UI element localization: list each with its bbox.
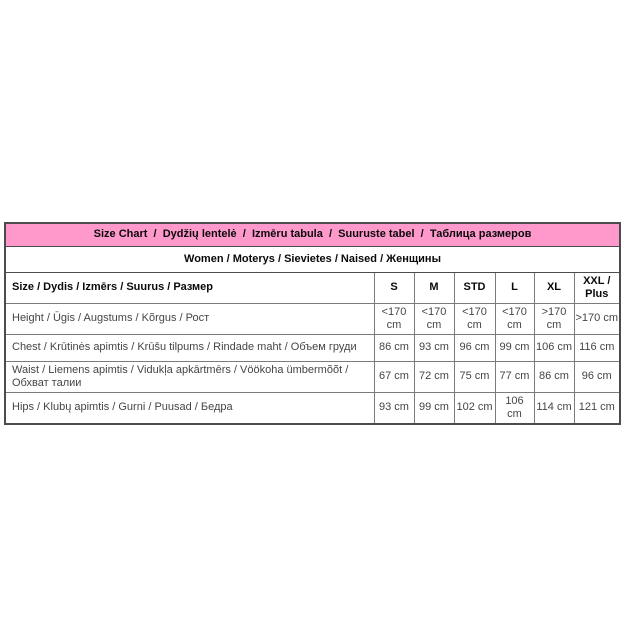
column-header-m: M	[414, 272, 454, 303]
waist-value-xxl: 96 cm	[574, 361, 620, 392]
hips-value-xxl: 121 cm	[574, 392, 620, 424]
column-header-row	[5, 272, 620, 303]
chest-value-xxl: 116 cm	[574, 334, 620, 361]
chest-value-xl: 106 cm	[534, 334, 574, 361]
hips-value-m: 99 cm	[414, 392, 454, 424]
waist-value-l: 77 cm	[495, 361, 534, 392]
chest-value-l: 99 cm	[495, 334, 534, 361]
column-header-xl: XL	[534, 272, 574, 303]
height-value-xxl: >170 cm	[574, 303, 620, 334]
table-row-waist	[5, 361, 620, 392]
table-row-hips	[5, 392, 620, 424]
row-label-waist: Waist / Liemens apimtis / Vidukļa apkārtmērs / Vöökoha ümbermõõt / Обхват талии	[5, 361, 374, 392]
hips-value-s: 93 cm	[374, 392, 414, 424]
column-header-size-label: Size / Dydis / Izmērs / Suurus / Размер	[5, 272, 374, 303]
height-value-std: <170 cm	[454, 303, 495, 334]
row-label-height: Height / Ūgis / Augstums / Kõrgus / Рост	[5, 303, 374, 334]
chest-value-m: 93 cm	[414, 334, 454, 361]
size-chart-title: Size Chart / Dydžių lentelė / Izmēru tabula / Suuruste tabel / Таблица размеров	[5, 223, 620, 246]
column-header-l: L	[495, 272, 534, 303]
row-label-hips: Hips / Klubų apimtis / Gurni / Puusad / Бедра	[5, 392, 374, 424]
hips-value-l: 106 cm	[495, 392, 534, 424]
waist-value-m: 72 cm	[414, 361, 454, 392]
column-header-xxl-plus: XXL / Plus	[574, 272, 620, 303]
height-value-l: <170 cm	[495, 303, 534, 334]
chest-value-s: 86 cm	[374, 334, 414, 361]
hips-value-xl: 114 cm	[534, 392, 574, 424]
height-value-s: <170 cm	[374, 303, 414, 334]
waist-value-s: 67 cm	[374, 361, 414, 392]
title-row	[5, 223, 620, 246]
hips-value-std: 102 cm	[454, 392, 495, 424]
row-label-chest: Chest / Krūtinės apimtis / Krūšu tilpums / Rindade maht / Объем груди	[5, 334, 374, 361]
subtitle-row	[5, 246, 620, 272]
size-chart-table	[4, 222, 621, 425]
column-header-std: STD	[454, 272, 495, 303]
chest-value-std: 96 cm	[454, 334, 495, 361]
column-header-s: S	[374, 272, 414, 303]
waist-value-std: 75 cm	[454, 361, 495, 392]
table-row-height	[5, 303, 620, 334]
height-value-xl: >170 cm	[534, 303, 574, 334]
size-chart-subtitle: Women / Moterys / Sievietes / Naised / Женщины	[5, 246, 620, 272]
waist-value-xl: 86 cm	[534, 361, 574, 392]
table-row-chest	[5, 334, 620, 361]
height-value-m: <170 cm	[414, 303, 454, 334]
